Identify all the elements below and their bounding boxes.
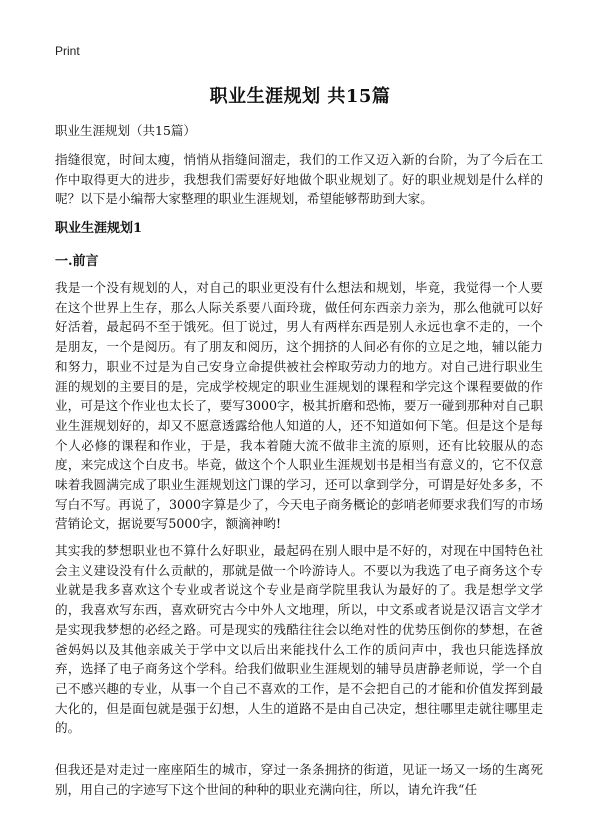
- body-paragraph-1: 我是一个没有规划的人，对自己的职业更没有什么想法和规划，毕竟，我觉得一个人要在这个世界上生存，那么人际关系要八面玲珑，做任何东西亲力亲为，那么他就可以好好活着，最起码不至于饿死。但丁说过，男人有两样东西是别人永远也拿不走的，一个是朋友，一个是阅历。有了朋友和阅历，这个拥挤的人间必有你的立足之地，辅以能力和努力，职业不过是为自己安身立命提供被社会榨取劳动力的地方。对自己进行职业生涯的规划的主要目的是，完成学校规定的职业生涯规划的课程和学完这个课程要做的作业，可是这个作业也太长了，要写3000字，极其折磨和恐怖，要万一碰到那种对自己职业生涯规划好的，却又不愿意透露给他人知道的人，还不知道如何下笔。但是这个是每个人必修的课程和作业，于是，我本着随大流不做非主流的原则，还有比较服从的态度，来完成这个白皮书。毕竟，做这个个人职业生涯规划书是相当有意义的，它不仅意味着我圆满完成了职业生涯规划这门课的学习，还可以拿到学分，可谓是好处多多，不写白不写。再说了，3000字算是少了，今天电子商务概论的彭哨老师要求我们写的市场营销论文，据说要写5000字，额滴神哟!: [55, 280, 543, 532]
- body-paragraph-2: 其实我的梦想职业也不算什么好职业，最起码在别人眼中是不好的，对现在中国特色社会主义建设没有什么贡献的，那就是做一个吟游诗人。不要以为我选了电子商务这个专业就是我多喜欢这个专业或者说这个专业是商学院里我认为最好的了。我是想学文学的，我喜欢写东西，喜欢研究古今中外人文地理，所以，中文系或者说是汉语言文学才是实现我梦想的必经之路。可是现实的残酷往往会以绝对性的优势压倒你的梦想，在爸爸妈妈以及其他亲戚关于学中文以后出来能找什么工作的质问声中，我也只能选择放弃，选择了电子商务这个学科。给我们做职业生涯规划的辅导员唐静老师说，学一个自己不感兴趣的专业，从事一个自己不喜欢的工作，是不会把自己的才能和价值发挥到最大化的，但是面包就是强于幻想，人生的道路不是由自己决定，想往哪里走就往哪里走的。: [55, 543, 543, 736]
- intro-paragraph: 指缝很宽，时间太瘦，悄悄从指缝间溜走，我们的工作又迈入新的台阶，为了今后在工作中取得更大的进步，我想我们需要好好地做个职业规划了。好的职业规划是什么样的呢？以下是小编帮大家整理的职业生涯规划，希望能够帮助到大家。: [55, 152, 543, 207]
- document-subtitle: 职业生涯规划（共15篇）: [55, 123, 196, 138]
- document-title: 职业生涯规划 共15篇: [209, 86, 391, 107]
- sub-heading: 一.前言: [55, 254, 99, 269]
- print-label: Print: [55, 44, 80, 58]
- body-paragraph-3: 但我还是对走过一座座陌生的城市，穿过一条条拥挤的街道，见证一场又一场的生离死别，用自己的字迹写下这个世间的种种的职业充满向往，所以，请允许我“任: [55, 762, 543, 797]
- section-heading: 职业生涯规划1: [55, 221, 143, 236]
